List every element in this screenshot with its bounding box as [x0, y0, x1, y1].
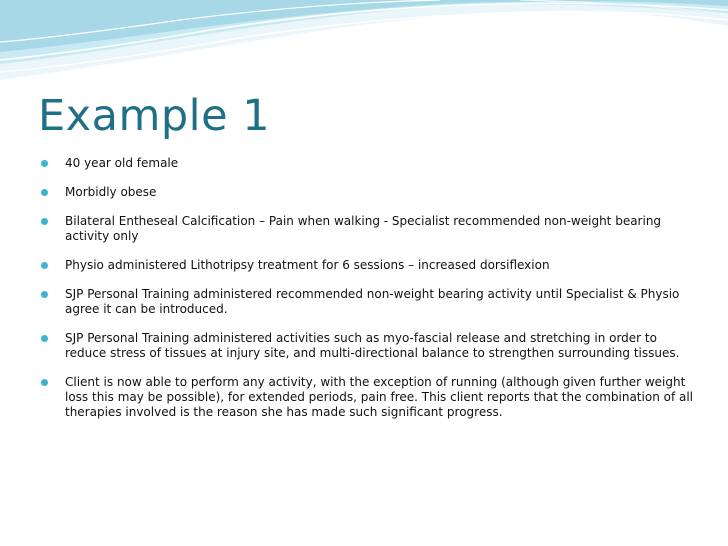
bullet-text: SJP Personal Training administered recommended non-weight bearing activity until Specialist & Physio agree it can be introduced. — [65, 287, 680, 316]
list-item — [38, 185, 698, 200]
wave-header-decoration — [0, 0, 728, 90]
bullet-text: Morbidly obese — [65, 185, 157, 199]
slide-title: Example 1 — [38, 91, 271, 141]
list-item — [38, 156, 698, 171]
bullet-text: Physio administered Lithotripsy treatment for 6 sessions – increased dorsiflexion — [65, 258, 550, 272]
list-item — [38, 214, 698, 244]
bullet-text: Client is now able to perform any activity, with the exception of running (although given further weight loss this may be possible), for extended periods, pain free. This client reports that the combination of all therapies involved is the reason she has made such significant progress. — [65, 375, 694, 419]
bullet-dot-icon — [41, 335, 48, 342]
bullet-dot-icon — [41, 262, 48, 269]
list-item — [38, 258, 698, 273]
bullet-dot-icon — [41, 160, 48, 167]
bullet-text: 40 year old female — [65, 156, 179, 170]
list-item — [38, 375, 698, 420]
bullet-dot-icon — [41, 189, 48, 196]
bullet-text: SJP Personal Training administered activities such as myo-fascial release and stretching in order to reduce stress of tissues at injury site, and multi-directional balance to strengthen surrounding tissues. — [65, 331, 680, 360]
bullet-dot-icon — [41, 291, 48, 298]
list-item — [38, 287, 698, 317]
list-item — [38, 331, 698, 361]
bullet-dot-icon — [41, 379, 48, 386]
bullet-list — [38, 156, 698, 434]
bullet-text: Bilateral Entheseal Calcification – Pain when walking - Specialist recommended non-weight bearing activity only — [65, 214, 662, 243]
bullet-dot-icon — [41, 218, 48, 225]
